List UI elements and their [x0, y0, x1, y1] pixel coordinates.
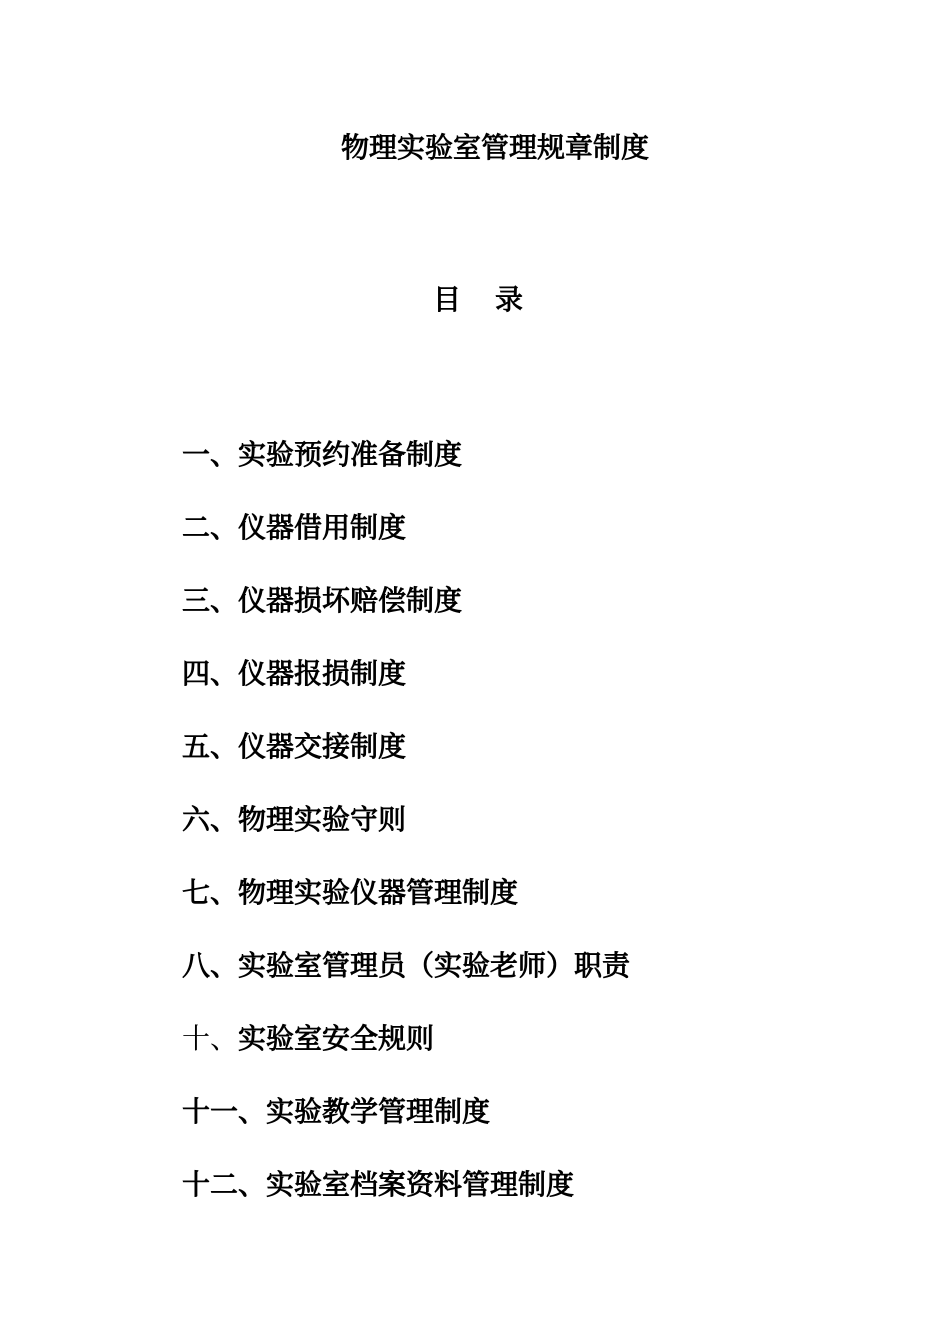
toc-item-text: 实验室安全规则 — [238, 1022, 435, 1055]
toc-item-number: 五、 — [182, 730, 239, 763]
toc-heading: 目录 — [432, 283, 557, 316]
toc-item-number: 七、 — [182, 876, 239, 909]
toc-item-text: 实验预约准备制度 — [238, 438, 463, 471]
toc-item-text: 物理实验仪器管理制度 — [238, 876, 519, 909]
toc-item-1 — [182, 435, 630, 508]
toc-item-number: 十、 — [182, 1022, 239, 1055]
toc-item-text: 仪器报损制度 — [238, 657, 407, 690]
toc-item-text: 仪器损坏赔偿制度 — [238, 584, 463, 617]
table-of-contents — [182, 435, 630, 1238]
toc-item-number: 十二、 — [182, 1168, 267, 1201]
toc-item-7 — [182, 873, 630, 946]
toc-item-text: 仪器借用制度 — [238, 511, 407, 544]
toc-item-6 — [182, 800, 630, 873]
toc-item-11 — [182, 1165, 630, 1238]
toc-item-9 — [182, 1019, 630, 1092]
toc-item-number: 三、 — [182, 584, 239, 617]
toc-item-text: 实验室管理员（实验老师）职责 — [238, 949, 631, 982]
document-title: 物理实验室管理规章制度 — [340, 131, 649, 164]
toc-item-text: 仪器交接制度 — [238, 730, 407, 763]
toc-item-text: 物理实验守则 — [238, 803, 407, 836]
toc-item-number: 六、 — [182, 803, 239, 836]
toc-item-number: 四、 — [182, 657, 239, 690]
toc-item-4 — [182, 654, 630, 727]
toc-item-number: 一、 — [182, 438, 239, 471]
toc-item-10 — [182, 1092, 630, 1165]
toc-item-text: 实验室档案资料管理制度 — [266, 1168, 575, 1201]
toc-item-3 — [182, 581, 630, 654]
toc-item-8 — [182, 946, 630, 1019]
toc-item-text: 实验教学管理制度 — [266, 1095, 491, 1128]
toc-item-number: 二、 — [182, 511, 239, 544]
toc-item-number: 十一、 — [182, 1095, 267, 1128]
toc-item-5 — [182, 727, 630, 800]
toc-item-number: 八、 — [182, 949, 239, 982]
toc-item-2 — [182, 508, 630, 581]
